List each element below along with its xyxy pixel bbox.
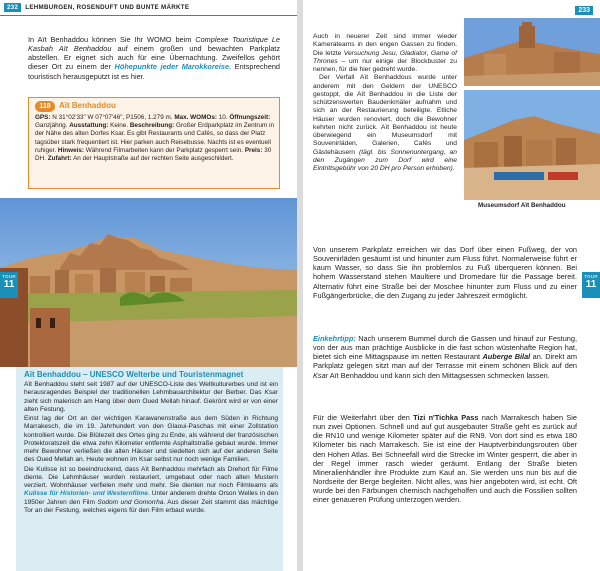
price-label: Preis:: [244, 146, 263, 154]
sidebar-paragraph-2: [24, 415, 278, 465]
head-rule: [0, 15, 297, 16]
caption-column-text: [313, 33, 457, 173]
open-label: Öffnungszeit:: [229, 114, 271, 121]
access-value: An der Hauptstraße auf der rechten Seite ausgeschildert.: [71, 155, 234, 163]
sidebar-ksar: Ksar: [264, 389, 278, 397]
einkehrtipp-label: Einkehrtipp:: [313, 334, 356, 343]
caption-column: [313, 33, 457, 241]
para2-ksar: Ksar: [313, 370, 329, 380]
sidebar-text-5: Die Kulisse ist so beeindruckend, dass Aït Benhaddou mehrfach als Drehort für Filme diente. Die Lehmhäuser wurden restauriert, umgebaut oder nach alten Mustern verziert. Wohnhäuser verfielen mehr und mehr. Sie dienten nur noch Filmteams als: [24, 465, 278, 489]
sidebar-body: [24, 381, 278, 515]
tour-tab: [0, 272, 18, 298]
museumsdorf-illustration: [464, 90, 600, 200]
para3-text-3: nach Marrakesch haben Sie nun zwei Optionen. Schnell und auf gut ausgebauter Straße geht es zurück auf die RN10 und wenige Kilometer später auf die RN9. Von dort sind es etwa 180 Kilometer bis nach Marrakesch. Sie ist eine der Hauptverbindungsrouten über den Hohen Atlas. Bei Schneefall wird die Strecke im Winter gesperrt, die aber in der Regel immer rasch wieder geräumt. Entlang der Straße bieten Mineralienhändler ihre Produkte zum Kauf an. Sie werden uns nun bis auf die Nordseite der Berge begleiten. Nicht alles, was hier angeboten wird, ist echt. Oft wurde bei den Färbungen chemisch nachgeholfen und auch die Fossilien sollten einer genaueren Prüfung unterzogen werden.: [313, 413, 578, 505]
gps-label: GPS:: [35, 114, 51, 121]
sidebar-title: Aït Benhaddou – UNESCO Welterbe und Touristenmagnet: [24, 370, 244, 379]
infobox-details: [35, 114, 275, 163]
gps-value: N 31°02'33" W 07°07'46", P1506, 1.279 m.: [50, 114, 175, 121]
tour-tab-number-right: 11: [585, 279, 597, 290]
fortress-illustration: [464, 18, 600, 86]
max-label: Max. WOMOs:: [174, 114, 217, 121]
desc-value: Großer Erdparkplatz im Zentrum in der Nähe des alten Dorfes Ksar. Es gibt Restaurants und Cafés, so dass der Platz tagsüber stark frequentiert ist. Hier parken auch Reisebusse. Nachts ist es eventuell ruhiger.: [35, 122, 275, 154]
para2-text-4: an. Direkt am Parkplatz gelegen sitzt man auf der Terrasse mit einem schönen Blick auf den: [313, 352, 577, 371]
desc-label: Beschreibung:: [129, 122, 175, 130]
para2-text-6: Aït Benhaddou und kann sich den Mittagsessen schmecken lassen.: [328, 370, 550, 380]
hint-value: Während Filmarbeiten kann der Parkplatz gesperrt sein.: [84, 146, 245, 154]
location-pin-badge: 118: [35, 101, 55, 112]
running-head-title: LEHMBURGEN, ROSENDUFT UND BUNTE MÄRKTE: [25, 4, 190, 11]
sidebar-paragraph-3: [24, 466, 278, 516]
caption-text-3: – um nur einige der Blockbuster zu nennen, für die hier gedreht wurde.: [313, 57, 457, 73]
page-number: 232: [4, 3, 21, 12]
para3-text-1: Für die Weiterfahrt über den: [313, 413, 414, 422]
sidebar-text-7: . Unter anderem drehte Orson Welles in den 1950er Jahren den Film: [24, 490, 278, 506]
tour-tab-number: 11: [3, 279, 15, 290]
kasbah-illustration: [0, 198, 297, 367]
intro-place-name: Complexe Touristique Le Kasbah Aït Benhaddou: [28, 35, 280, 54]
sidebar-text-3: zieht sich malerisch am Hang über dem Oued Mellah hinauf. Gekrönt wird er von einer alten Festung.: [24, 397, 278, 413]
sidebar-link-films[interactable]: Kulisse für Historien- und Westernfilme: [24, 490, 148, 498]
open-value: Ganzjährig.: [35, 122, 70, 130]
caption-paragraph-1: [313, 33, 457, 74]
sidebar-text-1: Aït Benhaddou steht seit 1987 auf der UNESCO-Liste des Weltkulturerbes und ist ein herausragendes Beispiel der traditionellen Lehmbauarchitektur der Berber. Das: [24, 381, 278, 397]
sidebar-paragraph-1: [24, 381, 278, 414]
unesco-sidebar: [16, 367, 283, 571]
tour-tab-right: [582, 272, 600, 298]
left-page: [0, 0, 297, 571]
tour-tab-label-right: TOUR: [584, 274, 598, 279]
hint-label: Hinweis:: [57, 146, 85, 154]
equip-value: Keine.: [108, 122, 130, 130]
caption-hours-note: (tägl. bis Sonnenuntergang, an den Zugängen zum Dorf wird eine Eintrittsgebühr von 20 DH pro Person erhoben): [313, 148, 457, 172]
caption-film-titles: Versuchung Jesu, Gladiator, Game of Thrones: [313, 49, 457, 65]
max-value: 10.: [216, 114, 230, 121]
pass-name: Tizi n'Tichka Pass: [413, 413, 479, 422]
right-page: [303, 0, 600, 571]
sidebar-film-title: Sodom und Gomorrha: [97, 498, 164, 506]
para2-text-2: Nach unserem Bummel durch die Gassen und hinauf zur Festung, von der aus man prächtige Ausblicke in die fast schon wüstenhafte Region hat, bietet sich eine Mittagspause im netten Restaurant: [313, 334, 577, 362]
sidebar-text-9: . Aus dieser Zeit stammt das mächtige Tor an der Festung, welches eigens für den Film erbaut wurde.: [24, 498, 279, 514]
fortress-photo: [464, 18, 600, 86]
page-number-right: 233: [575, 6, 593, 15]
caption-text-4: Der Verfall Aït Benhaddous wurde unter anderem mit den Geldern der UNESCO gestoppt, die Aït Benhaddou in die Liste der schützenswerten Baudenkmäler aufnahm und sich an der Restaurierung beteiligte. Etliche Häuser wurden renoviert, doch die Bewohner kehrten nicht zurück. Aït Benhaddou ist heute überwiegend ein Museumsdorf mit Souvenirläden, Galerien, Cafés und Gästehäusern: [313, 74, 457, 156]
intro-highlight-link[interactable]: Höhepunkte jeder Marokkoreise: [114, 62, 230, 72]
museumsdorf-photo: [464, 90, 600, 200]
running-head: [4, 4, 189, 11]
intro-text-1: In Aït Benhaddou können Sie Ihr WOMO beim: [28, 35, 196, 44]
body-paragraph-2: [313, 334, 577, 380]
campsite-infobox: [28, 97, 280, 189]
body-paragraph-1: Von unserem Parkplatz erreichen wir das Dorf über einen Fußweg, der von Souvenirläden gesäumt ist und hinunter zum Fluss führt. Normalerweise führt er kaum Wasser, so dass Sie ihn problemlos zu Fuß überqueren können. Bei hohem Wasserstand stehen Maultiere und Dromedare für die Passage bereit. Alternativ führt eine Straße bei der Moschee hinunter zum Fluss und zu einer Fußgängerbrücke, die den Zugang zu jeder Jahreszeit ermöglicht.: [313, 245, 577, 300]
caption-paragraph-2: [313, 74, 457, 173]
equip-label: Ausstattung:: [69, 122, 109, 130]
sidebar-text-4: Einst lag der Ort an der wichtigen Karawanenstraße aus dem Süden in Richtung Marrakesch, die im 19. Jahrhundert von den Glaoui-Paschas mit einer Zollstation kontrolliert wurde. Die Blütezeit des Ortes ging zu Ende, als während der französischen Protektoratszeit die etwa zehn Kilometer entfernte Asphaltstraße gebaut wurde. Immer mehr Bewohner verließen die alten Häuser und siedelten sich auf der anderen Seite des Oued Mellah an. Heute wohnen im Ksar selbst nur noch wenige Familien.: [24, 415, 278, 464]
image-caption: Museumsdorf Aït Benhaddou: [478, 202, 566, 209]
intro-text-2: auf einem großen und bewachten Parkplatz abstellen. Er eignet sich auch für eine Übernachtung. Zweifellos gehört dieser Ort zu einem der: [28, 44, 280, 72]
access-label: Zufahrt:: [47, 155, 72, 163]
price-value: 30 DH.: [35, 146, 272, 163]
caption-text-1: Auch in neuerer Zeit sind immer wieder Kamerateams in den engen Gassen zu finden. Die letzte: [313, 33, 457, 57]
infobox-title: Aït Benhaddou: [59, 101, 116, 110]
kasbah-photo: [0, 198, 297, 367]
intro-paragraph: [28, 35, 280, 81]
intro-text-3: . Entsprechend touristisch herausgeputzt ist es hier.: [28, 62, 280, 81]
caption-text-6: .: [452, 165, 455, 172]
tour-tab-label: TOUR: [2, 274, 16, 279]
right-photo-strip: [303, 18, 461, 32]
restaurant-name: Auberge Bilal: [482, 352, 531, 362]
body-paragraph-3: [313, 413, 577, 505]
